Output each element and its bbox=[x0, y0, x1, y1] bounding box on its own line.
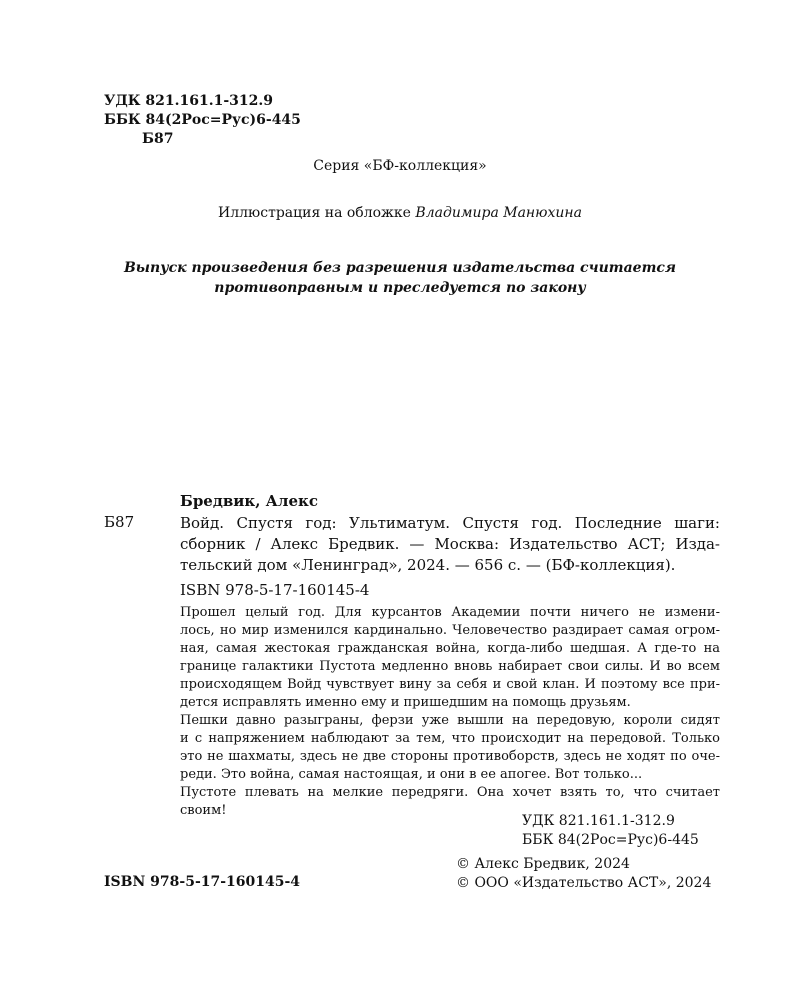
annotation-line: ная, самая жестокая гражданская война, когда-либо шедшая. А где-то на bbox=[180, 641, 720, 656]
annotation-line: границе галактики Пустота медленно вновь набирает свои силы. И во всем bbox=[180, 659, 720, 674]
biblio-line: сборник / Алекс Бредвик. — Москва: Издательство АСТ; Изда- bbox=[180, 535, 720, 553]
isbn-bottom: ISBN 978-5-17-160145-4 bbox=[104, 874, 301, 890]
bbk-code: ББК 84(2Рос=Рус)6-445 bbox=[104, 112, 301, 128]
annotation-line: своим! bbox=[180, 803, 227, 818]
annotation-line: реди. Это война, самая настоящая, и они в ее апогее. Вот только... bbox=[180, 767, 643, 782]
warning-line-2: противоправным и преследуется по закону bbox=[214, 280, 586, 296]
bbk-code-bottom: ББК 84(2Рос=Рус)6-445 bbox=[522, 832, 699, 848]
biblio-line: Войд. Спустя год: Ультиматум. Спустя год. Последние шаги: bbox=[180, 514, 720, 532]
bottom-classification-block bbox=[522, 812, 699, 850]
copyright-notice bbox=[456, 855, 711, 893]
biblio-line: тельский дом «Ленинград», 2024. — 656 с. — (БФ-коллекция). bbox=[180, 556, 676, 574]
annotation-line: это не шахматы, здесь не две стороны противоборств, здесь не ходят по оче- bbox=[180, 749, 720, 764]
copyright-warning bbox=[0, 258, 800, 298]
catalog-author-mark: Б87 bbox=[104, 513, 135, 531]
series-title: Серия «БФ-коллекция» bbox=[313, 158, 487, 174]
udk-code: УДК 821.161.1-312.9 bbox=[104, 93, 274, 109]
copyright-author: © Алекс Бредвик, 2024 bbox=[456, 856, 630, 872]
annotation-line: Пешки давно разыграны, ферзи уже вышли на передовую, короли сидят bbox=[180, 713, 720, 728]
illustration-credit bbox=[0, 205, 800, 221]
annotation-line: и с напряжением наблюдают за тем, что происходит на передовой. Только bbox=[180, 731, 720, 746]
catalog-isbn: ISBN 978-5-17-160145-4 bbox=[180, 581, 370, 599]
top-classification-block bbox=[104, 92, 301, 149]
author-mark: Б87 bbox=[142, 131, 174, 147]
illustration-prefix: Иллюстрация на обложке bbox=[218, 205, 411, 221]
annotation-line: происходящем Войд чувствует вину за себя и свой клан. И поэтому все при- bbox=[180, 677, 720, 692]
annotation-line: дется исправлять именно ему и пришедшим на помощь друзьям. bbox=[180, 695, 631, 710]
annotation bbox=[180, 604, 720, 820]
annotation-line: Пустоте плевать на мелкие передряги. Она хочет взять то, что считает bbox=[180, 785, 720, 800]
udk-code-bottom: УДК 821.161.1-312.9 bbox=[522, 813, 675, 829]
copyright-publisher: © ООО «Издательство АСТ», 2024 bbox=[456, 875, 712, 891]
annotation-line: лось, но мир изменился кардинально. Человечество раздирает самая огром- bbox=[180, 623, 720, 638]
illustration-artist: Владимира Манюхина bbox=[415, 205, 582, 221]
bibliographic-description bbox=[180, 513, 720, 576]
catalog-author: Бредвик, Алекс bbox=[180, 492, 318, 510]
annotation-line: Прошел целый год. Для курсантов Академии почти ничего не измени- bbox=[180, 605, 720, 620]
warning-line-1: Выпуск произведения без разрешения издательства считается bbox=[123, 260, 677, 276]
